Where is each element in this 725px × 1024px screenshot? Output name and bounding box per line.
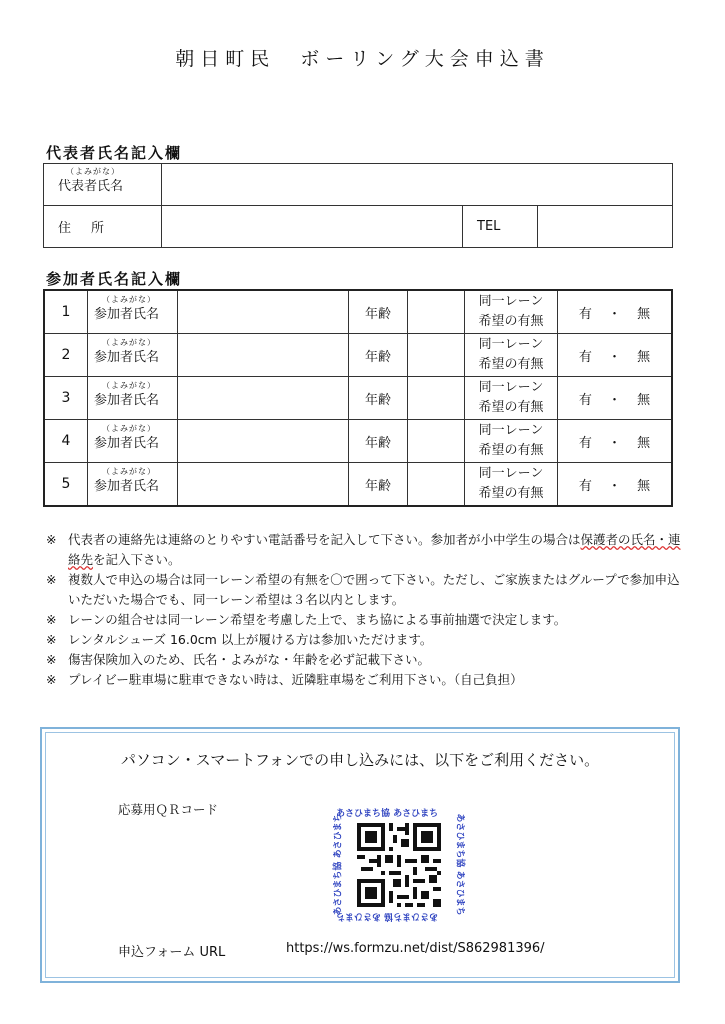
name-ruby: （よみがな） [102,466,156,476]
participant-name-field[interactable] [178,334,349,377]
name-ruby: （よみがな） [102,380,156,390]
name-ruby: （よみがな） [102,337,156,347]
participant-name-field[interactable] [178,377,349,420]
participant-name-label-cell [88,463,178,507]
note-mark: ※ [46,572,57,587]
qr-frame-text-right: あさひまち協 あさひまち [454,813,465,916]
note-item [46,630,686,650]
notes-list [46,530,686,690]
note-mark: ※ [46,632,57,647]
note-mark: ※ [46,672,57,687]
participant-number: 1 [44,290,88,334]
note-item [46,610,686,630]
age-field[interactable] [408,420,465,463]
note-mark: ※ [46,652,57,667]
qr-frame-text-bottom: あさひまち協 あさひまち [336,911,439,921]
participant-row [44,334,672,377]
same-lane-label-line1: 同一レーン [478,294,544,309]
participant-name-label-cell [88,420,178,463]
age-label: 年齢 [349,463,408,507]
note-item [46,570,686,610]
note-6-text: プレイビー駐車場に駐車できない時は、近隣駐車場をご利用下さい。（自己負担） [68,672,523,687]
tel-label: TEL [463,206,538,248]
participant-name-label-cell [88,377,178,420]
page-title: 朝日町民 ボーリング大会申込書 [175,48,550,70]
note-item [46,670,686,690]
representative-section-label: 代表者氏名記入欄 [46,144,183,162]
age-label: 年齢 [349,334,408,377]
participant-name-label: 参加者氏名 [94,478,160,494]
age-field[interactable] [408,463,465,507]
participant-number: 2 [44,334,88,377]
address-label-cell [44,206,162,248]
participant-name-label-cell [88,290,178,334]
participants-section-label: 参加者氏名記入欄 [46,270,183,288]
participant-name-label-cell [88,334,178,377]
participant-row [44,463,672,507]
same-lane-label-line2: 希望の有無 [478,357,544,372]
same-lane-label-line2: 希望の有無 [478,443,544,458]
url-label: 申込フォーム URL [118,945,226,960]
age-field[interactable] [408,290,465,334]
qr-label: 応募用ＱＲコード [118,802,219,817]
online-heading: パソコン・スマートフォンでの申し込みには、以下をご利用ください。 [120,751,600,769]
name-ruby: （よみがな） [66,167,120,176]
participant-name-label: 参加者氏名 [94,435,160,451]
same-lane-label-line2: 希望の有無 [478,400,544,415]
form-url-link[interactable]: https://ws.formzu.net/dist/S862981396/ [286,941,545,956]
participant-number: 3 [44,377,88,420]
name-ruby: （よみがな） [102,423,156,433]
note-text [68,530,686,570]
age-label: 年齢 [349,377,408,420]
age-label: 年齢 [349,420,408,463]
participant-row [44,420,672,463]
participant-number: 5 [44,463,88,507]
same-lane-choice[interactable]: 有 ・ 無 [558,377,673,420]
participant-name-label: 参加者氏名 [94,349,160,365]
qr-code[interactable] [332,806,466,924]
same-lane-choice[interactable]: 有 ・ 無 [558,420,673,463]
same-lane-label [465,290,558,334]
same-lane-label-line1: 同一レーン [478,466,544,481]
same-lane-choice[interactable]: 有 ・ 無 [558,334,673,377]
same-lane-label [465,377,558,420]
participants-table [43,289,673,507]
same-lane-label-line2: 希望の有無 [478,486,544,501]
age-field[interactable] [408,334,465,377]
address-field[interactable] [162,206,463,248]
participant-name-label: 参加者氏名 [94,306,160,322]
same-lane-label [465,334,558,377]
note-5-text: 傷害保険加入のため、氏名・よみがな・年齢を必ず記載下さい。 [68,652,431,667]
same-lane-choice[interactable]: 有 ・ 無 [558,290,673,334]
qr-frame-text-left: あさひまち協 あさひまち [333,813,344,916]
same-lane-label [465,420,558,463]
representative-name-label-cell [44,164,162,206]
address-label: 住所 [58,221,125,236]
participant-number: 4 [44,420,88,463]
tel-field[interactable] [538,206,673,248]
note-item [46,530,686,570]
same-lane-label-line2: 希望の有無 [478,314,544,329]
participant-name-field[interactable] [178,290,349,334]
same-lane-choice[interactable]: 有 ・ 無 [558,463,673,507]
age-field[interactable] [408,377,465,420]
participant-name-field[interactable] [178,463,349,507]
same-lane-label-line1: 同一レーン [478,337,544,352]
participant-name-field[interactable] [178,420,349,463]
qr-matrix-icon [357,823,441,907]
same-lane-label [465,463,558,507]
online-application-box [40,727,680,983]
same-lane-label-line1: 同一レーン [478,380,544,395]
age-label: 年齢 [349,290,408,334]
note-2-text: 複数人で申込の場合は同一レーン希望の有無を〇で囲って下さい。ただし、ご家族またはグループで参加申込いただいた場合でも、同一レーン希望は３名以内とします。 [68,572,680,607]
note-3-text: レーンの組合せは同一レーン希望を考慮した上で、まち協による事前抽選で決定します。 [68,612,567,627]
name-ruby: （よみがな） [102,294,156,304]
qr-frame-text-top: あさひまち協 あさひまち [336,809,439,819]
representative-name-field[interactable] [162,164,673,206]
participant-row [44,377,672,420]
participant-row [44,290,672,334]
representative-name-label: 代表者氏名 [58,179,124,194]
note-1-text: 代表者の連絡先は連絡のとりやすい電話番号を記入して下さい。参加者が小中学生の場合は [68,532,581,547]
note-mark: ※ [46,612,57,627]
note-1-underline: 保護者の氏名・連絡先 [68,532,681,567]
note-1-text-end: を記入下さい。 [93,552,181,567]
participant-name-label: 参加者氏名 [94,392,160,408]
note-mark: ※ [46,532,57,547]
note-4-text: レンタルシューズ 16.0cm 以上が履ける方は参加いただけます。 [68,632,433,647]
representative-table [43,163,673,248]
note-item [46,650,686,670]
same-lane-label-line1: 同一レーン [478,423,544,438]
